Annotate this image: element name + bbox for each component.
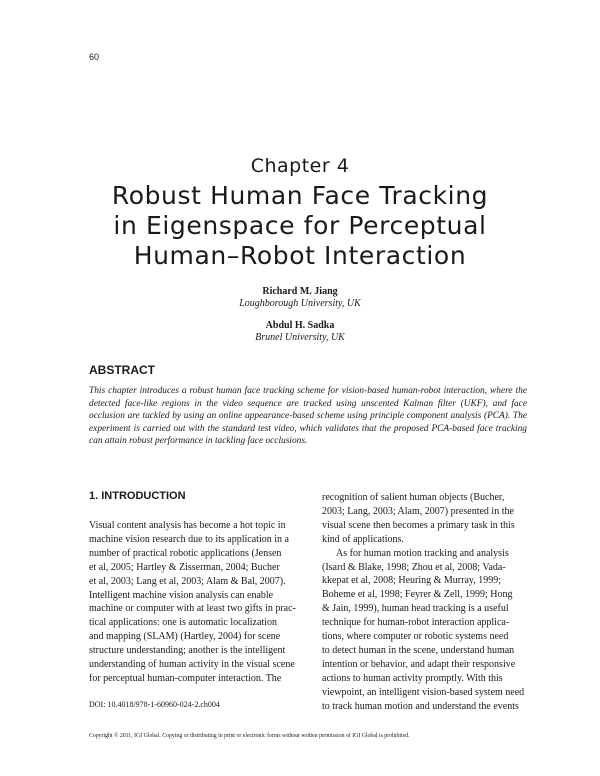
introduction-heading: 1. INTRODUCTION [89, 490, 186, 502]
author-name: Richard M. Jiang [262, 286, 338, 297]
introduction-right-column [322, 491, 532, 714]
text-line: machine vision research due to its application in a [89, 533, 289, 545]
text-line: 2003; Lang, 2003; Alam, 2007) presented in the [322, 505, 514, 517]
text-line: recognition of salient human objects (Bucher, [322, 492, 505, 503]
page-number: 60 [89, 52, 100, 62]
introduction-left-column [89, 519, 304, 686]
text-line: et al, 2005; Hartley & Zisserman, 2004; Bucher [89, 561, 280, 573]
copyright-notice: Copyright © 2011, IGI Global. Copying or distributing in print or electronic forms without written permission of IGI Global is prohibited. [89, 733, 410, 739]
author-block [0, 286, 600, 310]
text-line: actions to human activity promptly. With this [322, 672, 503, 684]
text-line: structure understanding; another is the intelligent [89, 645, 286, 657]
title-line: Robust Human Face Tracking [111, 181, 489, 210]
text-line: & Jain, 1999), human head tracking is a useful [322, 603, 509, 615]
text-line: visual scene then becomes a primary task in this [322, 519, 515, 531]
doi: DOI: 10.4018/978-1-60960-024-2.ch004 [89, 700, 220, 709]
text-line: number of practical robotic applications (Jensen [89, 547, 282, 559]
author-affiliation: Loughborough University, UK [239, 298, 361, 309]
text-line: tical applications: one is automatic localization [89, 617, 277, 629]
title-line: Human–Robot Interaction [133, 241, 467, 270]
text-line: Boheme et al, 1998; Feyrer & Zell, 1999; Hong [322, 589, 513, 601]
text-line: (Isard & Blake, 1998; Zhou et al, 2008; Vada- [322, 561, 506, 573]
text-line: tions, where computer or robotic systems need [322, 631, 509, 643]
abstract-text: This chapter introduces a robust human face tracking scheme for vision-based human-robot interaction, where the detected face-like regions in the video sequence are tracked using unscented Kalman filter (UKF), and face occlusion are tackled by using an online appearance-based scheme using principle component analysis (PCA). The experiment is carried out with the standard test video, which validates that the proposed PCA-based face tracking can attain robust performance in tackling face occlusions. [89, 386, 527, 447]
text-line: machine or computer with at least two gifts in prac- [89, 603, 296, 615]
chapter-title [60, 181, 540, 271]
author-block [0, 320, 600, 344]
text-line: Visual content analysis has become a hot topic in [89, 520, 286, 531]
text-line: kind of applications. [322, 533, 404, 545]
chapter-label: Chapter 4 [250, 155, 350, 177]
text-line: to detect human in the scene, understand human [322, 644, 515, 656]
text-line: to track human motion and understand the events [322, 700, 519, 712]
text-line: for perceptual human-computer interaction. The [89, 672, 282, 684]
text-line: intention or behavior, and adapt their responsive [322, 658, 516, 670]
author-affiliation: Brunel University, UK [255, 332, 345, 343]
author-name: Abdul H. Sadka [265, 320, 335, 331]
text-line: et al, 2003; Lang et al, 2003; Alam & Bal, 2007). [89, 575, 286, 587]
text-line: and mapping (SLAM) (Hartley, 2004) for scene [89, 631, 281, 643]
text-line: understanding of human activity in the visual scene [89, 659, 295, 671]
title-line: in Eigenspace for Perceptual [113, 211, 487, 240]
text-line: Intelligent machine vision analysis can enable [89, 589, 274, 601]
text-line: As for human motion tracking and analysis [336, 547, 509, 559]
text-line: kkepat et al, 2008; Heuring & Murray, 1999; [322, 575, 502, 587]
text-line: technique for human-robot interaction applica- [322, 617, 510, 629]
text-line: viewpoint, an intelligent vision-based system need [322, 686, 525, 698]
abstract-heading: ABSTRACT [89, 363, 155, 377]
